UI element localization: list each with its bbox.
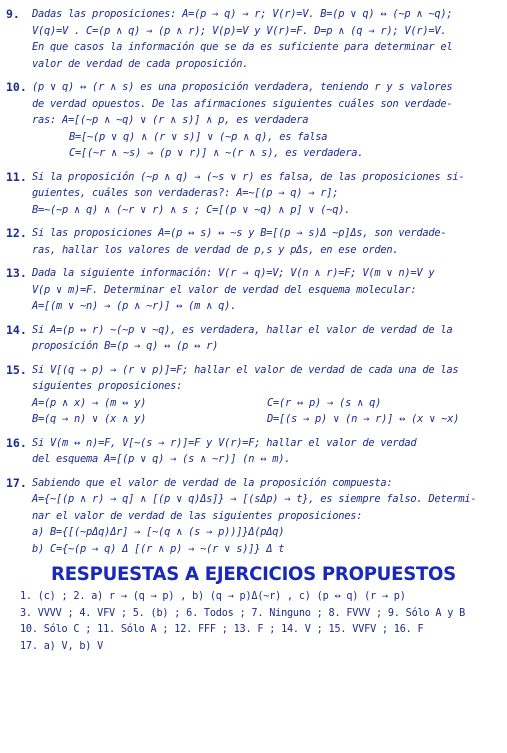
exercise-number: 12. [6, 226, 27, 240]
answer-line: 10. Sólo C ; 11. Sólo A ; 12. FFF ; 13. F ; 14. V ; 15. VVFV ; 16. F [20, 624, 424, 635]
exercise-line: En que casos la información que se da es suficiente para determinar el [32, 41, 453, 53]
exercise-line: Si V[(q → p) → (r ∨ p)]=F; hallar el valor de verdad de cada una de las [32, 363, 459, 376]
exercise-line: A={∼[(p ∧ r) → q] ∧ [(p ∨ q)Δs]} → [(sΔp) → t}, es siempre falso. Determi- [32, 493, 477, 505]
exercise-body [32, 265, 501, 315]
exercise-line: del esquema A=[(p ∨ q) → (s ∧ ∼r)] (n ↔ m). [32, 453, 291, 465]
proposition: D=[(s → p) ∨ (n → r)] ↔ (x ∨ ∼x) [267, 413, 460, 425]
exercise-line: valor de verdad de cada proposición. [32, 57, 249, 70]
exercise-line: de verdad opuestos. De las afirmaciones siguientes cuáles son verdade- [32, 97, 453, 110]
exercise-number: 9. [6, 7, 20, 21]
exercise-11 [6, 169, 501, 219]
exercise-indented-line: C=[(∼r ∧ ∼s) → (p ∨ r)] ∧ ∼(r ∧ s), es verdadera. [69, 147, 364, 159]
exercise-10 [6, 79, 501, 162]
exercise-indented-line: B=[∼(p ∨ q) ∧ (r ∨ s)] ∨ (∼p ∧ q), es falsa [69, 130, 328, 143]
exercise-13 [6, 265, 501, 315]
answer-line: 1. (c) ; 2. a) r → (q → p) , b) (q → p)Δ(∼r) , c) (p ↔ q) (r → p) [20, 591, 406, 602]
exercise-9 [6, 6, 501, 72]
exercise-15 [6, 362, 501, 428]
exercise-body [32, 322, 501, 355]
proposition: C=(r ↔ p) → (s ∧ q) [267, 396, 382, 409]
exercise-line: (p ∨ q) ↔ (r ∧ s) es una proposición verdadera, teniendo r y s valores [32, 81, 453, 93]
exercise-number: 11. [6, 169, 27, 184]
exercise-body [32, 169, 501, 219]
answers-list [6, 589, 501, 655]
exercise-line: a) B={[(∼pΔq)Δr] → [∼(q ∧ (s → p))]}Δ(pΔq) [32, 526, 285, 538]
exercise-line: B=∼(∼p ∧ q) ∧ (∼r ∨ r) ∧ s ; C=[(p ∨ ∼q) ∧ p] ∨ (∼q). [32, 203, 351, 216]
exercise-body [32, 79, 501, 162]
proposition-pair [32, 411, 501, 428]
exercise-line: ras, hallar los valores de verdad de p,s y pΔs, en ese orden. [32, 243, 399, 256]
exercise-number: 17. [6, 475, 27, 490]
exercise-number: 13. [6, 266, 27, 280]
exercise-line: guientes, cuáles son verdaderas?: A=∼[(p → q) → r]; [32, 187, 339, 199]
exercise-line: A=[(m ∨ ∼n) → (p ∧ ∼r)] ↔ (m ∧ q). [32, 300, 237, 312]
exercise-line: V(q)=V . C=(p ∧ q) → (p ∧ r); V(p)=V y V(r)=F. D=p ∧ (q → r); V(r)=V. [32, 24, 447, 37]
exercise-line: Dada la siguiente información: V(r → q)=V; V(n ∧ r)=F; V(m ∨ n)=V y [32, 267, 435, 279]
exercise-17 [6, 475, 501, 558]
exercise-line: nar el valor de verdad de las siguientes proposiciones: [32, 509, 363, 522]
exercise-line: Dadas las proposiciones: A=(p → q) → r; V(r)=V. B=(p ∨ q) ↔ (∼p ∧ ∼q); [32, 8, 453, 20]
answer-line: 3. VVVV ; 4. VFV ; 5. (b) ; 6. Todos ; 7. Ninguno ; 8. FVVV ; 9. Sólo A y B [20, 607, 466, 619]
answer-line: 17. a) V, b) V [20, 640, 104, 652]
exercise-body [32, 435, 501, 468]
exercise-number: 14. [6, 322, 27, 337]
exercise-line: Si V(m ↔ n)=F, V[∼(s → r)]=F y V(r)=F; hallar el valor de verdad [32, 436, 417, 449]
exercise-body [32, 475, 501, 558]
exercise-12 [6, 225, 501, 258]
exercise-line: ras: A=[(∼p ∧ ∼q) ∨ (r ∧ s)] ∧ p, es verdadera [32, 114, 309, 126]
exercise-line: siguientes proposiciones: [32, 380, 183, 392]
exercise-line: Sabiendo que el valor de verdad de la proposición compuesta: [32, 476, 393, 489]
exercise-line: Si las proposiciones A=(p ↔ s) ↔ ∼s y B=[(p → s)Δ ∼p]Δs, son verdade- [32, 227, 447, 239]
exercise-number: 16. [6, 435, 27, 450]
exercise-14 [6, 322, 501, 355]
exercise-body [32, 362, 501, 428]
exercise-line: proposición B=(p → q) ↔ (p ↔ r) [32, 340, 219, 352]
proposition: B=(q → n) ∨ (x ∧ y) [32, 413, 147, 425]
proposition-pair [32, 395, 501, 412]
exercise-number: 15. [6, 362, 27, 377]
exercise-16 [6, 435, 501, 468]
exercise-line: V(p ∨ m)=F. Determinar el valor de verdad del esquema molecular: [32, 283, 417, 296]
answers-title: RESPUESTAS A EJERCICIOS PROPUESTOS [51, 564, 456, 585]
exercise-body [32, 6, 501, 72]
exercise-list [6, 6, 501, 557]
proposition: A=(p ∧ x) → (m ↔ y) [32, 396, 147, 409]
exercise-body [32, 225, 501, 258]
exercise-line: Si la proposición (∼p ∧ q) → (∼s ∨ r) es falsa, de las proposiciones si- [32, 170, 465, 183]
exercise-number: 10. [6, 80, 27, 94]
exercise-line: b) C={∼(p → q) Δ [(r ∧ p) → ∼(r ∨ s)]} Δ t [32, 542, 285, 555]
exercise-line: Si A=(p ↔ r) ∼(∼p ∨ ∼q), es verdadera, hallar el valor de verdad de la [32, 323, 453, 336]
